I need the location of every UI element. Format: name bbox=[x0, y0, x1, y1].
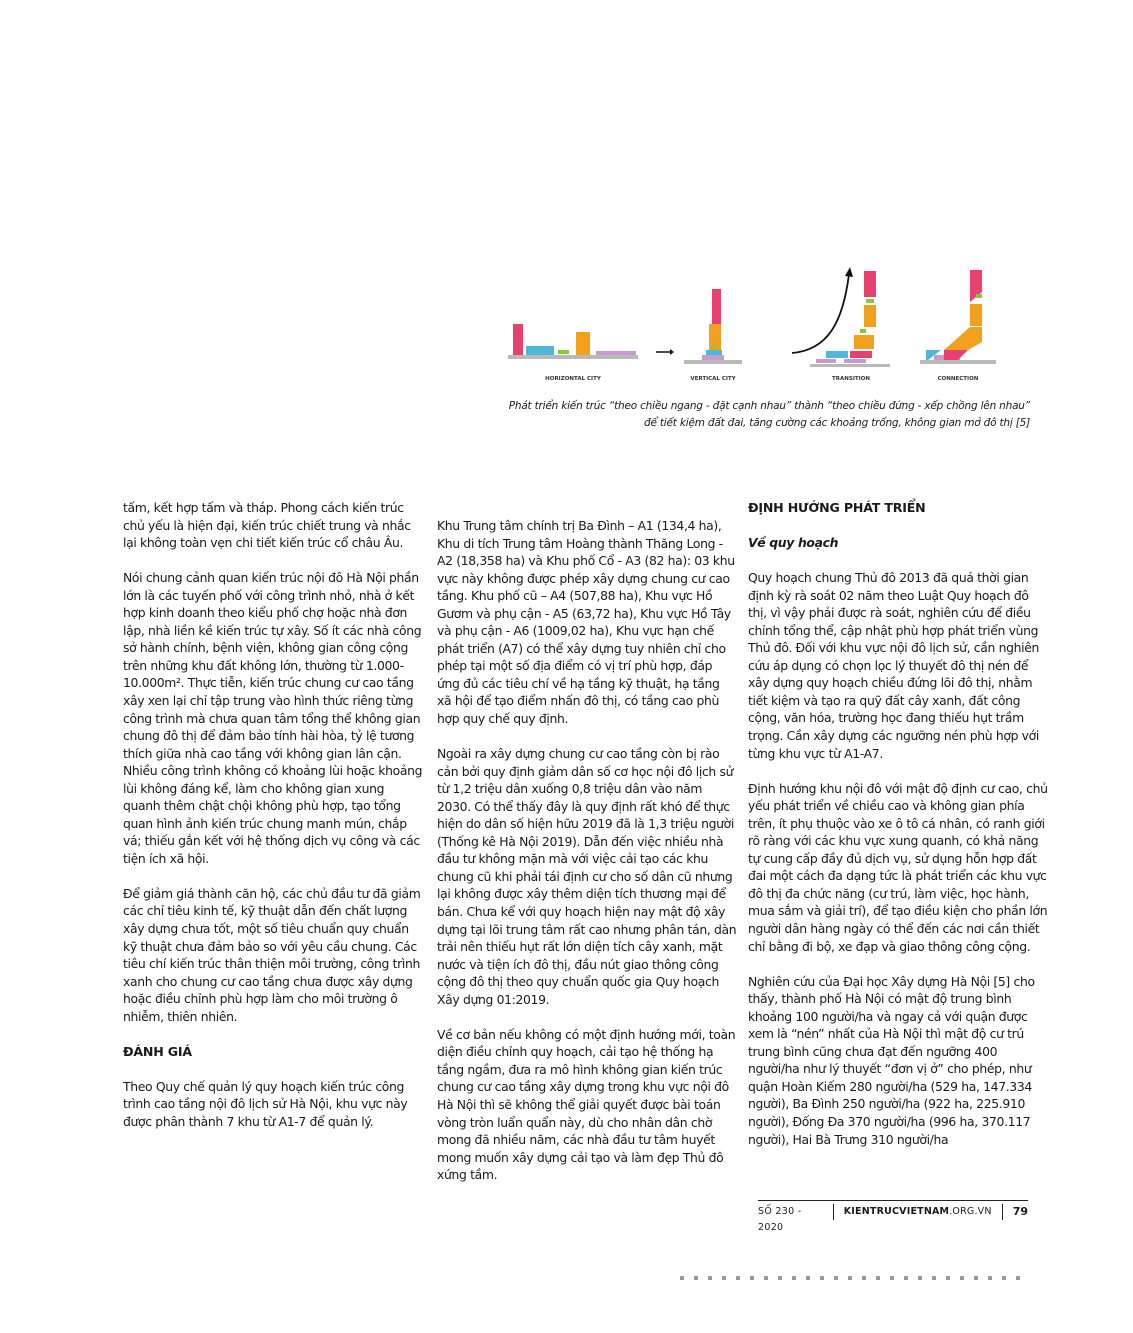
subheading-planning: Về quy hoạch bbox=[748, 535, 839, 551]
arrow-right-icon bbox=[656, 349, 674, 355]
panel-label: HORIZONTAL CITY bbox=[545, 376, 601, 382]
publication-site bbox=[834, 1204, 1003, 1220]
growth-curve-icon bbox=[792, 267, 853, 353]
paragraph: Ngoài ra xây dựng chung cư cao tầng còn bị rào cản bởi quy định giảm dân số cơ học nội đô lịch sử từ 1,2 triệu dân xuống 0,8 triệu dân vào năm 2030. Có thể thấy đây là quy định rất khó để thực hiện do dân số hiện hữu 2019 đã là 1,3 triệu người (Thống kê Hà Nội 2019). Dẫn đến việc nhiều nhà đầu tư không mặn mà với việc cải tạo các khu chung cũ khi phải tái định cư cho số dân cũ nhưng lại không được xây thêm diện tích thương mại để bán. Chưa kể với quy hoạch hiện nay mật độ xây dựng tại lõi trung tâm rất cao nhưng phân tán, dàn trải nên thiếu hụt rất lớn diện tích cây xanh, mặt nước và tiện ích đô thị, đầu nút giao thông công cộng đô thị theo quy chuẩn quốc gia Quy hoạch Xây dựng 01:2019. bbox=[437, 746, 737, 1007]
panel-label: VERTICAL CITY bbox=[690, 376, 736, 382]
section-heading-evaluation: ĐÁNH GIÁ bbox=[123, 1043, 192, 1059]
urban-form-diagram bbox=[488, 262, 1040, 387]
paragraph: Nghiên cứu của Đại học Xây dựng Hà Nội [5] cho thấy, thành phố Hà Nội có mật độ trung bình khoảng 100 người/ha và ngay cả với quận được xem là “nén” nhất của Hà Nội thì mật độ cư trú trung bình cũng chưa đạt đến ngưỡng 400 người/ha như lý thuyết “đơn vị ở” cho phép, như quận Hoàn Kiếm 280 người/ha (529 ha, 147.334 người), Ba Đình 250 người/ha (922 ha, 225.910 người), Đống Đa 370 người/ha (996 ha, 370.117 người), Hai Bà Trưng 310 người/ha bbox=[748, 973, 1035, 1147]
caption-line-1: Phát triển kiến trúc “theo chiều ngang - đặt cạnh nhau” thành “theo chiều đứng - xếp chồng lên nhau” bbox=[508, 400, 1030, 412]
site-domain: .ORG.VN bbox=[949, 1206, 992, 1217]
paragraph: Quy hoạch chung Thủ đô 2013 đã quá thời gian định kỳ rà soát 02 năm theo Luật Quy hoạch đô thị, vì vậy phải được rà soát, nghiên cứu để điều chỉnh tổng thể, cập nhật phù hợp phát triển vùng Thủ đô. Đối với khu vực nội đô lịch sử, cần nghiên cứu áp dụng có chọn lọc lý thuyết đô thị nén để xây dựng quy hoạch chiều đứng lõi đô thị, nhằm tiết kiệm và tạo ra quỹ đất cây xanh, đất công cộng, văn hóa, trường học đang thiếu hụt trầm trọng. Cần xây dựng các ngưỡng nén phù hợp với từng khu vực từ A1-A7. bbox=[748, 570, 1039, 761]
paragraph: Theo Quy chế quản lý quy hoạch kiến trúc công trình cao tầng nội đô lịch sử Hà Nội, khu vực này được phân thành 7 khu từ A1-7 để quản lý. bbox=[123, 1078, 408, 1129]
panel-label: TRANSITION bbox=[832, 376, 870, 382]
section-heading-development-direction: ĐỊNH HƯỚNG PHÁT TRIỂN bbox=[748, 500, 926, 515]
transition-panel bbox=[810, 271, 890, 382]
paragraph: Để giảm giá thành căn hộ, các chủ đầu tư đã giảm các chỉ tiêu kinh tế, kỹ thuật dẫn đến chất lượng xây dựng chưa tốt, một số tiêu chuẩn quy chuẩn kỹ thuật chưa đảm bảo so với yêu cầu chung. Các tiêu chí kiến trúc thân thiện môi trường, công trình xanh cho chung cư cao tầng chưa được xây dựng hoặc điều chỉnh phù hợp làm cho môi trường ô nhiễm, thiên nhiên. bbox=[123, 885, 421, 1024]
paragraph: Về cơ bản nếu không có một định hướng mới, toàn diện điều chỉnh quy hoạch, cải tạo hệ thống hạ tầng ngầm, đưa ra mô hình không gian kiến trúc chung cư cao tầng xây dựng trong khu vực nội đô Hà Nội thì sẽ không thể giải quyết được bài toán vòng tròn luẩn quẩn này, dù cho nhân dân chờ mong đã nhiều năm, các nhà đầu tư tâm huyết mong muốn xây dựng cải tạo và làm đẹp Thủ đô xứng tầm. bbox=[437, 1026, 736, 1183]
page-footer bbox=[758, 1200, 1028, 1233]
caption-line-2: để tiết kiệm đất đai, tăng cường các khoảng trống, không gian mở đô thị [5] bbox=[644, 417, 1030, 429]
horizontal-city-panel bbox=[508, 324, 638, 382]
connection-panel bbox=[920, 270, 996, 382]
figure-caption bbox=[470, 398, 1030, 432]
article-column-1 bbox=[123, 499, 423, 1148]
site-name: KIENTRUCVIETNAM bbox=[843, 1206, 950, 1217]
paragraph: Khu Trung tâm chính trị Ba Đình – A1 (134,4 ha), Khu di tích Trung tâm Hoàng thành Thăng Long - A2 (18,358 ha) và Khu phố Cổ - A3 (82 ha): 03 khu vực này không được phép xây dựng chung cư cao tầng. Khu phố cũ – A4 (507,88 ha), Khu vực Hồ Gươm và phụ cận - A5 (63,72 ha), Khu vực Hồ Tây và phụ cận - A6 (1009,02 ha), Khu vực hạn chế phát triển (A7) có thể xây dựng tuy nhiên chỉ cho phép tại một số địa điểm có vị trí phù hợp, đáp ứng đủ các tiêu chí về hạ tầng kỹ thuật, hạ tầng xã hội để tạo điểm nhấn đô thị, có tầng cao phù hợp quy chế quy định. bbox=[437, 518, 735, 727]
article-column-3 bbox=[748, 499, 1048, 1166]
article-column-2 bbox=[437, 517, 737, 1201]
paragraph: tấm, kết hợp tấm và tháp. Phong cách kiến trúc chủ yếu là hiện đại, kiến trúc chiết trung và nhắc lại không toàn vẹn chi tiết kiến trúc cổ châu Âu. bbox=[123, 500, 411, 551]
panel-label: CONNECTION bbox=[937, 376, 979, 382]
bleed-text-artifact bbox=[680, 1276, 1020, 1280]
paragraph: Nói chung cảnh quan kiến trúc nội đô Hà Nội phần lớn là các tuyến phố với công trình nhỏ, nhà ở kết hợp kinh doanh theo kiểu phố chợ hoặc nhà đơn lập, nhà liền kề kiến trúc tự xây. Số ít các nhà công sở hành chính, bệnh viện, không gian công cộng trên những khu đất không lớn, thường từ 1.000-10.000m². Thực tiễn, kiến trúc chung cư cao tầng xây xen lại chỉ tập trung vào hình thức riêng từng công trình mà chưa quan tâm tổng thể không gian chung đô thị để đảm bảo tính hài hòa, tỷ lệ tương thích giữa nhà cao tầng với không gian lân cận. Nhiều công trình không có khoảng lùi hoặc khoảng lùi không đáng kể, làm cho không gian xung quanh thêm chật chội không phù hợp, tạo tổng quan hình ảnh kiến trúc chung manh mún, chắp vá; thiếu gắn kết với hệ thống dịch vụ công và các tiện ích xã hội. bbox=[123, 570, 423, 866]
vertical-city-panel bbox=[684, 289, 742, 382]
issue-number: SỐ 230 - 2020 bbox=[758, 1204, 834, 1220]
paragraph: Định hướng khu nội đô với mật độ định cư cao, chủ yếu phát triển về chiều cao và không gian phía trên, ít phụ thuộc vào xe ô tô cá nhân, có ranh giới rõ ràng với các khu vực xung quanh, có khả năng tự cung cấp đầy đủ dịch vụ, sử dụng hỗn hợp đất đai một cách đa dạng tức là phát triển các khu vực đô thị đa chức năng (cư trú, làm việc, học hành, mua sắm và giải trí), để tạo điều kiện cho phần lớn người dân hàng ngày có thể đến các nơi cần thiết chỉ bằng đi bộ, xe đạp và giao thông công cộng. bbox=[748, 780, 1048, 954]
page-number: 79 bbox=[1012, 1205, 1028, 1218]
